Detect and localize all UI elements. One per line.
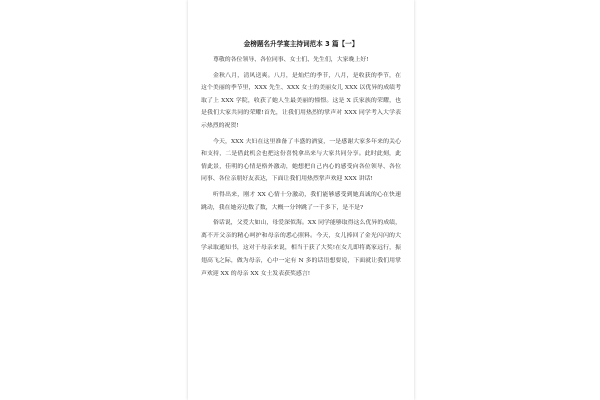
paragraph-mother: 俗话说，父爱大如山，母爱深似海。XX 同学能够取得这么优异的成绩，离不开父亲的精心呵护和母亲的悉心照料。今天，女儿捧回了金光闪闪的大学录取通知书，这对于母亲来说，相当于获了大奖!在女儿即将离家远行，振翅高飞之际，做为母亲，心中一定有 N 多的话语想要说，下面就让我们用掌声欢迎 XX 的母亲 XX 女士发表获奖感言!: [201, 220, 401, 277]
document-page: [188, 0, 414, 400]
paragraph-thanks: 今天，XXX 夫妇在这里准备了丰盛的酒宴，一是感谢大家多年来的关心和支持，二是借此机会也把这份喜悦拿出来与大家共同分享。此时此刻，此情此景，佳明的心情是格外激动，她想把自己内心的感受向各位领导、各位同事、各位亲朋好友表达，下面让我们用热烈掌声欢迎 XXX 讲话!: [201, 138, 401, 183]
paragraph-excitement: 听得出来，刚才 XX 心情十分激动，我们能够感受到她真诚的心在快速跳动，我在她旁边数了数，大概一分钟跳了一千多下，是不是?: [201, 191, 401, 211]
document-title: 金榜题名升学宴主持词范本 3 篇【一】: [243, 40, 359, 48]
paragraph-greeting: 尊敬的各位领导、各位同事、女士们、先生们，大家晚上好!: [213, 57, 369, 63]
paragraph-congratulation: 金秋八月，清风送爽。八月，是灿烂的季节，八月，是收获的季节，在这个美丽的季节里，XXX 先生、XXX 女士的美丽女儿 XXX 以优异的成绩考取了上 XXX 学院，收获了她人生最美丽的憧憬。这是 X 氏家族的荣耀，也是我们大家共同的荣耀!首先，让我们用热烈的掌声对 XXX 同学考入大学表示热烈的祝贺!: [201, 72, 401, 129]
